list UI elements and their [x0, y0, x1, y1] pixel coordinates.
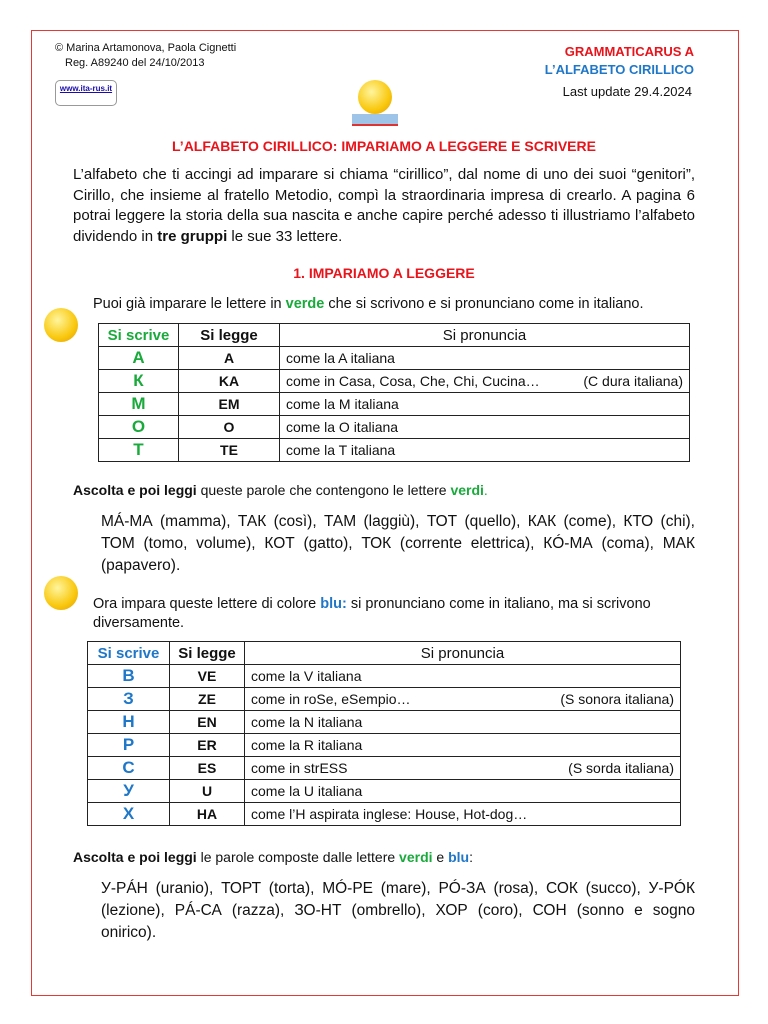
green-intro	[93, 296, 644, 312]
cyrillic-letter: Р	[88, 734, 170, 757]
last-update: Last update 29.4.2024	[562, 84, 692, 99]
table-row	[99, 393, 690, 416]
cyrillic-letter: Т	[99, 439, 179, 462]
table-row	[99, 370, 690, 393]
intro-text: L’alfabeto che ti accingi ad imparare si chiama “cirillico”, dal nome di uno dei suoi “genitori”, Cirillo, che insieme al fratello Metodio, compì la straordinaria impresa di crearlo. A pagina 6 potrai leggere la storia della sua nascita e anche capire perché adesso ti illustriamo l’alfabeto dividendo in	[73, 166, 695, 245]
letter-name: ES	[170, 757, 245, 780]
text: Ora impara queste lettere di colore	[93, 596, 321, 612]
blue-intro	[93, 595, 693, 633]
word-list-2: У-РÁН (uranio), ТОРТ (torta), МÓ-РЕ (mare), РÓ-ЗА (rosa), СОК (succo), У-РÓК (lezione), РÁ-СА (razza), ЗО-НТ (ombrello), ХОР (coro), СОН (sonno e sogno onirico).	[101, 880, 695, 941]
table-row	[88, 757, 681, 780]
table-row	[88, 688, 681, 711]
pronunciation	[245, 711, 681, 734]
intro-text-end: le sue 33 lettere.	[227, 227, 343, 245]
col-pron: Si pronuncia	[280, 324, 690, 347]
page-title: L’ALFABETO CIRILLICO: IMPARIAMO A LEGGERE E SCRIVERE	[172, 138, 596, 154]
table-row	[99, 347, 690, 370]
pronunciation	[280, 370, 690, 393]
letter-name: EM	[179, 393, 280, 416]
pronunciation	[245, 803, 681, 826]
pronunciation	[245, 688, 681, 711]
intro-bold: tre gruppi	[157, 227, 228, 245]
pronunciation	[280, 439, 690, 462]
letter-name: ER	[170, 734, 245, 757]
website-box	[55, 80, 117, 106]
table-row	[88, 803, 681, 826]
col-read: Si legge	[170, 642, 245, 665]
headphones-emoji-icon	[44, 308, 78, 342]
cyrillic-letter: К	[99, 370, 179, 393]
cyrillic-letter: З	[88, 688, 170, 711]
website-link[interactable]: www.ita-rus.it	[59, 84, 113, 93]
blue-word: blu:	[320, 596, 347, 612]
listen-instruction-1	[73, 482, 488, 498]
table-row	[88, 711, 681, 734]
listen-instruction-2	[73, 849, 473, 865]
cyrillic-letter: С	[88, 757, 170, 780]
series-title: GRAMMATICARUS A	[564, 44, 694, 59]
pronunciation	[280, 393, 690, 416]
text: queste parole che contengono le lettere	[196, 482, 451, 498]
pronunciation-text: come la N italiana	[251, 714, 363, 730]
text: le parole composte dalle lettere	[196, 849, 400, 865]
bold: Ascolta e poi leggi	[73, 849, 197, 865]
blue-letters-table	[87, 641, 681, 826]
pronunciation	[280, 416, 690, 439]
pronunciation-text: come la O italiana	[286, 419, 399, 435]
text: Puoi già imparare le lettere in	[93, 296, 286, 312]
col-write: Si scrive	[99, 324, 179, 347]
table-row	[88, 780, 681, 803]
green-word: verde	[285, 296, 325, 312]
table-row	[88, 734, 681, 757]
text: .	[483, 482, 488, 498]
letter-name: O	[179, 416, 280, 439]
pronunciation-text: come in strESS	[251, 760, 348, 776]
pronunciation	[245, 734, 681, 757]
pronunciation-text: come in Casa, Cosa, Che, Chi, Cucina…	[286, 373, 540, 389]
pronunciation-text: come la A italiana	[286, 350, 395, 366]
word-list-1: МÁ-МА (mamma), ТАК (così), ТАМ (laggiù), ТОТ (quello), КАК (come), КТО (chi), ТОМ (tomo, volume), КОТ (gatto), ТОК (corrente elettrica), КÓ-МА (coma), МАК (papavero).	[101, 513, 695, 574]
text: :	[469, 849, 473, 865]
table-row	[99, 416, 690, 439]
series-subtitle: L’ALFABETO CIRILLICO	[544, 62, 694, 77]
bold: Ascolta e poi leggi	[73, 482, 197, 498]
letter-name: EN	[170, 711, 245, 734]
letter-name: A	[179, 347, 280, 370]
intro-paragraph	[73, 165, 695, 247]
pronunciation-text: come in roSe, eSempio…	[251, 691, 411, 707]
cyrillic-letter: О	[99, 416, 179, 439]
cyrillic-letter: В	[88, 665, 170, 688]
pronunciation	[245, 665, 681, 688]
green-letters-table	[98, 323, 690, 462]
pronunciation-note: (S sonora italiana)	[560, 691, 674, 707]
col-read: Si legge	[179, 324, 280, 347]
letter-name: KA	[179, 370, 280, 393]
book-icon	[352, 114, 398, 126]
pronunciation-note: (C dura italiana)	[583, 373, 683, 389]
cyrillic-letter: М	[99, 393, 179, 416]
table-row	[99, 439, 690, 462]
pronunciation-text: come la U italiana	[251, 783, 363, 799]
letter-name: ZE	[170, 688, 245, 711]
pronunciation-text: come la V italiana	[251, 668, 362, 684]
pronunciation-text: come la R italiana	[251, 737, 363, 753]
pronunciation-text: come la M italiana	[286, 396, 399, 412]
text: si pronunciano come in italiano, ma si scrivono diversamente.	[93, 596, 651, 631]
headphones-emoji-icon	[44, 576, 78, 610]
letter-name: U	[170, 780, 245, 803]
pronunciation	[245, 757, 681, 780]
cyrillic-letter: А	[99, 347, 179, 370]
cyrillic-letter: Х	[88, 803, 170, 826]
copyright: © Marina Artamonova, Paola Cignetti	[55, 42, 237, 54]
green-word: verdi	[450, 482, 484, 498]
letter-name: TE	[179, 439, 280, 462]
pronunciation-note: (S sorda italiana)	[568, 760, 674, 776]
letter-name: HA	[170, 803, 245, 826]
reading-emoji-icon	[358, 80, 392, 114]
letter-name: VE	[170, 665, 245, 688]
blue-word: blu	[448, 849, 470, 865]
text: e	[432, 849, 449, 865]
col-pron: Si pronuncia	[245, 642, 681, 665]
pronunciation-text: come l’H aspirata inglese: House, Hot-dog…	[251, 806, 528, 822]
section-heading: 1. IMPARIAMO A LEGGERE	[293, 265, 475, 281]
text: che si scrivono e si pronunciano come in italiano.	[324, 296, 644, 312]
cyrillic-letter: У	[88, 780, 170, 803]
pronunciation	[280, 347, 690, 370]
registration: Reg. A89240 del 24/10/2013	[65, 57, 205, 69]
pronunciation-text: come la T italiana	[286, 442, 396, 458]
col-write: Si scrive	[88, 642, 170, 665]
pronunciation	[245, 780, 681, 803]
table-row	[88, 665, 681, 688]
cyrillic-letter: Н	[88, 711, 170, 734]
green-word: verdi	[399, 849, 433, 865]
